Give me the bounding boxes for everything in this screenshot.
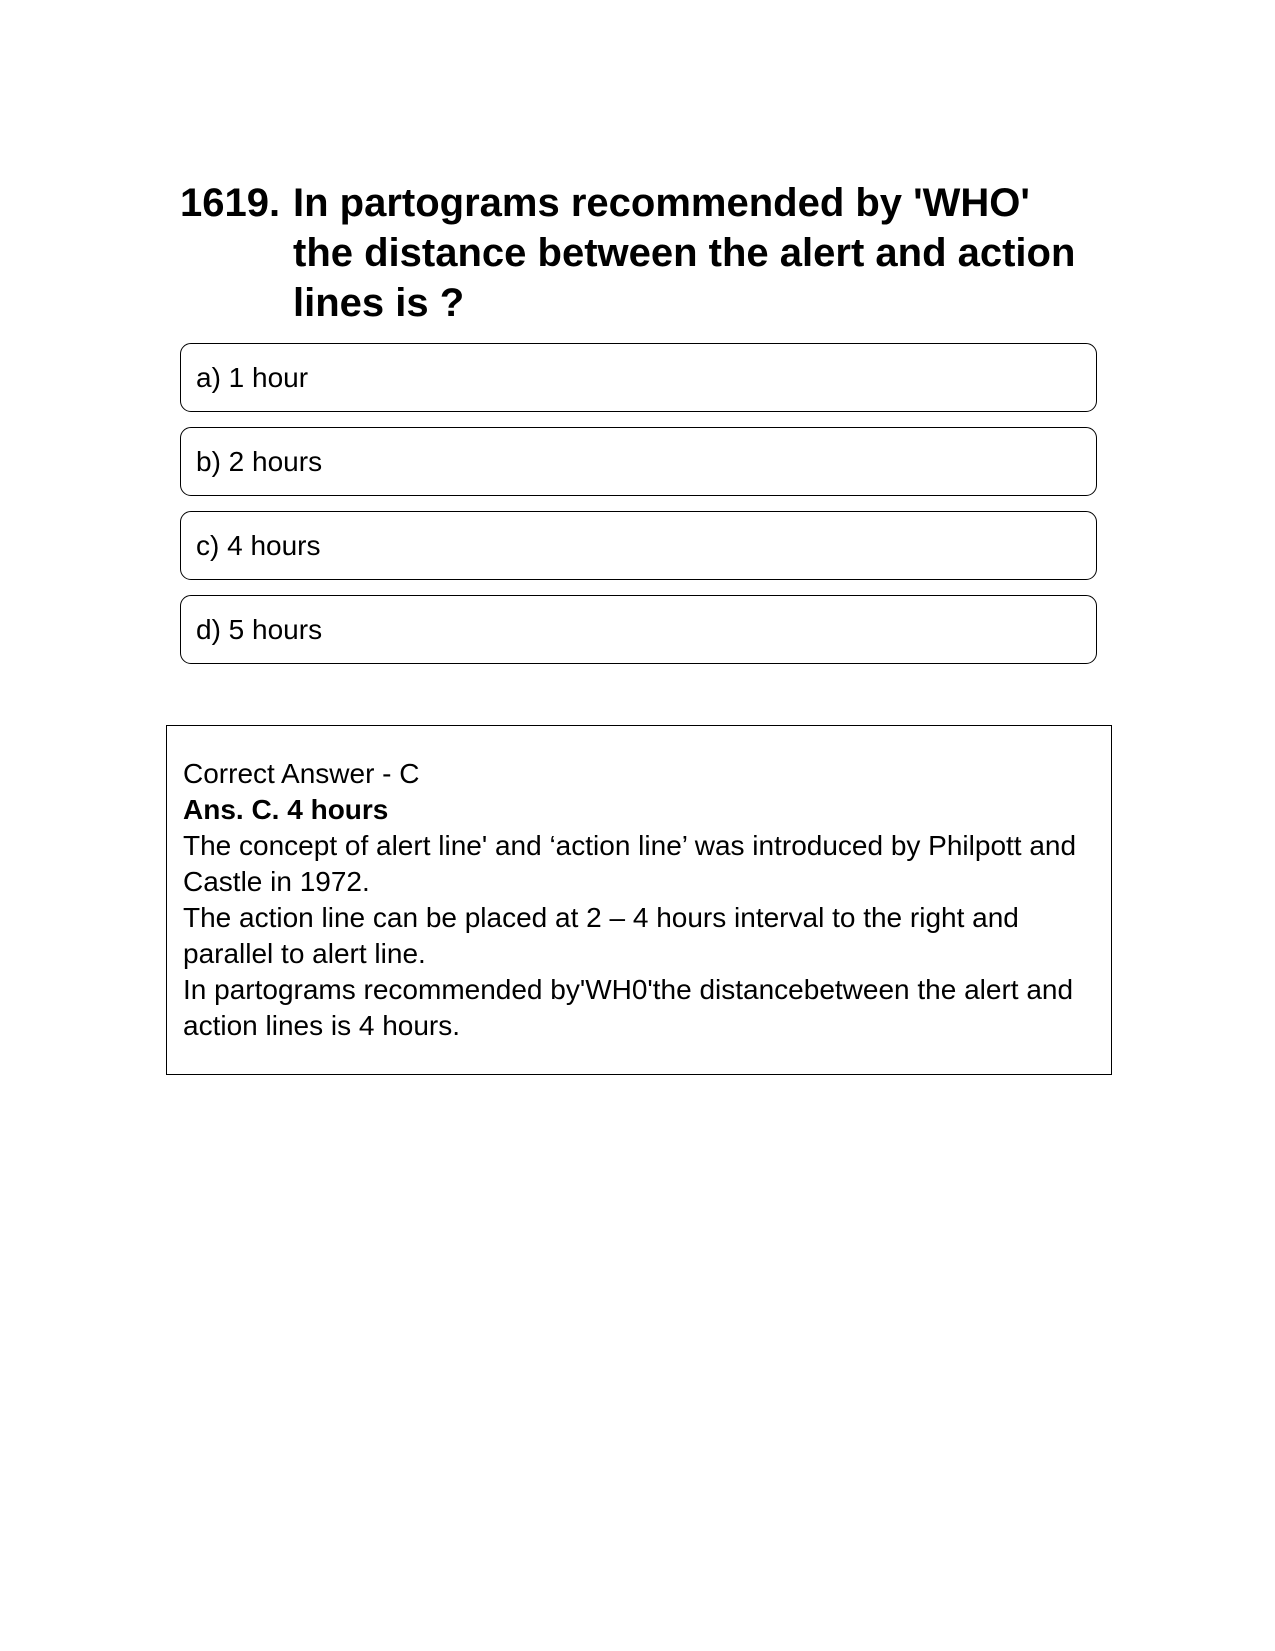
options-list [180, 343, 1097, 679]
explanation-line-3: In partograms recommended by'WH0'the distancebetween the alert and action lines is 4 hours. [183, 974, 1074, 1041]
explanation-line-1: The concept of alert line' and ‘action line’ was introduced by Philpott and Castle in 1972. [183, 830, 1077, 897]
correct-answer-label: Correct Answer - C [183, 758, 420, 789]
question-number: 1619. [180, 181, 281, 225]
answer-explanation-box [166, 725, 1112, 1075]
option-d[interactable]: d) 5 hours [180, 595, 1097, 664]
question [180, 178, 1100, 328]
option-a[interactable]: a) 1 hour [180, 343, 1097, 412]
answer-heading: Ans. C. 4 hours [183, 794, 389, 825]
question-text: In partograms recommended by 'WHO' the distance between the alert and action lines is ? [293, 181, 1076, 325]
option-c[interactable]: c) 4 hours [180, 511, 1097, 580]
explanation-line-2: The action line can be placed at 2 – 4 hours interval to the right and parallel to alert line. [183, 902, 1019, 969]
option-b[interactable]: b) 2 hours [180, 427, 1097, 496]
